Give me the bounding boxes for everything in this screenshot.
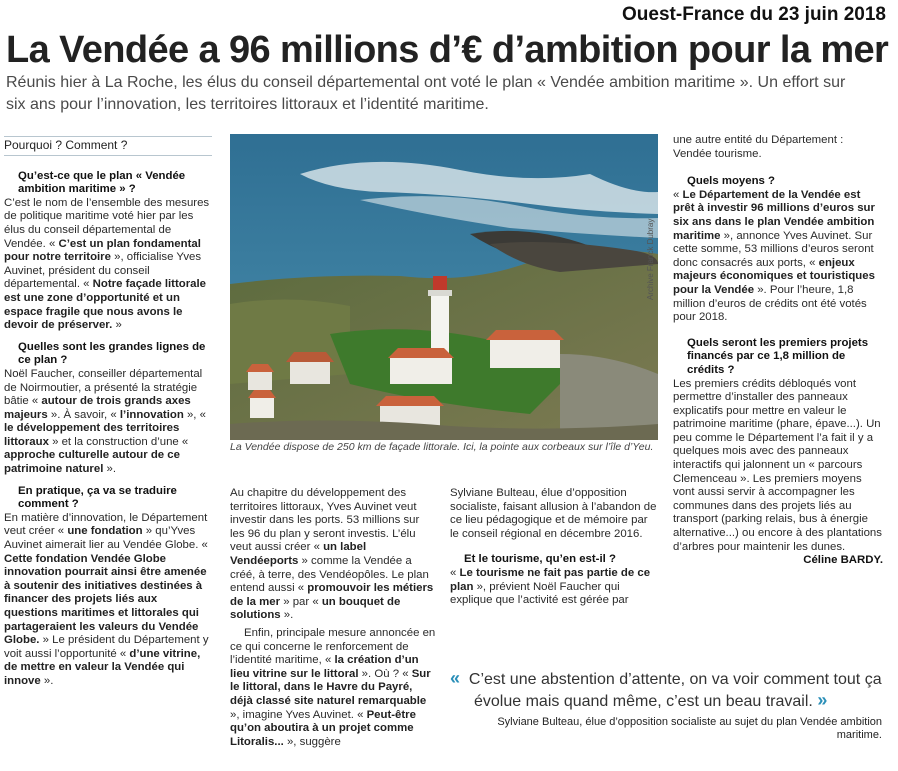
body-paragraph: Enfin, principale mesure annoncée en ce qui concerne le renforcement de l’identité maritime, « la création d’un lieu vitrine sur le littoral ». Où ? « Sur le littoral, dans le Havre du Payré, déjà classé site naturel remarquable », imagine Yves Auvinet. « Peut-être qu’on aboutira à un projet comme Litoralis... », suggère: [230, 626, 436, 748]
question-heading: Qu’est-ce que le plan « Vendée ambition maritime » ?: [18, 169, 186, 196]
question-heading: Et le tourisme, qu’en est-il ?: [464, 553, 616, 566]
quote-author: Sylviane Bulteau, élue d’opposition socialiste au sujet du plan Vendée ambition maritime.: [497, 716, 882, 741]
question-heading: Quels seront les premiers projets financés par ce 1,8 million de crédits ?: [687, 336, 869, 376]
section-rubric: Pourquoi ? Comment ?: [4, 136, 212, 156]
photo-caption: La Vendée dispose de 250 km de façade littorale. Ici, la pointe aux corbeaux sur l’île d’Yeu.: [230, 441, 654, 453]
question-heading: En pratique, ça va se traduire comment ?: [18, 484, 177, 511]
answer-paragraph: Noël Faucher, conseiller départemental de Noirmoutier, a présenté la stratégie bâtie « autour de trois grands axes majeurs ». À savoir, « l’innovation », « le développement des territoires littoraux » et la construction d’une « approche culturelle autour de ce patrimoine naturel ».: [4, 367, 206, 476]
pull-quote: [450, 668, 882, 742]
article-column-2: [230, 487, 436, 749]
photo-credit: Archive Franck Dubray: [646, 218, 655, 300]
author-signature: Céline BARDY.: [803, 554, 883, 567]
article-column-3: [450, 487, 658, 608]
answer-paragraph: « Le tourisme ne fait pas partie de ce plan », prévient Noël Faucher qui explique que l’activité est gérée par: [450, 566, 651, 607]
article-column-1: [4, 136, 212, 689]
body-paragraph: Au chapitre du développement des territoires littoraux, Yves Auvinet veut investir dans les ports. 53 millions sur les 96 du plan y seront investis. L’élu veut aussi créer « un label Vendéeports » comme la Vendée a créé, à terre, des Vendéopôles. Le plan entend aussi « promouvoir les métiers de la mer » par « un bouquet de solutions ».: [230, 487, 434, 622]
close-quote-icon: »: [817, 690, 828, 710]
lighthouse-photo: [230, 134, 658, 440]
article-lead: Réunis hier à La Roche, les élus du conseil départemental ont voté le plan « Vendée ambition maritime ». Un effort sur six ans pour l’innovation, les territoires littoraux et l’identité maritime.: [6, 74, 846, 113]
body-paragraph: Sylviane Bulteau, élue d’opposition socialiste, faisant allusion à l’abandon de ce lieu pédagogique et de mémoire par le conseil régional en décembre 2016.: [450, 487, 657, 540]
question-heading: Quelles sont les grandes lignes de ce plan ?: [18, 340, 206, 367]
body-paragraph: une autre entité du Département : Vendée tourisme.: [673, 134, 844, 160]
answer-paragraph: En matière d’innovation, le Département veut créer « une fondation » qu’Yves Auvinet aimerait lier au Vendée Globe. « Cette fondation Vendée Globe innovation pourrait ainsi être amenée à soutenir des initiatives destinées à financer des projets liés aux questions maritimes et littorales qui partageraient les valeurs du Vendée Globe. » Le président du Département y voit aussi l’opportunité « d’une vitrine, de mettre en valeur la Vendée qui innove ».: [4, 511, 209, 687]
answer-paragraph: « Le Département de la Vendée est prêt à investir 96 millions d’euros sur six ans dans le plan Vendée ambition maritime », annonce Yves Auvinet. Sur cette somme, 53 millions d’euros seront donc consacrés aux ports, « enjeux majeurs économiques et touristiques pour la Vendée ». Pour l’heure, 1,8 million d’euros de crédits ont été votés pour 2018.: [673, 188, 875, 324]
answer-paragraph: C’est le nom de l’ensemble des mesures de politique maritime voté hier par les élus du conseil départemental de Vendée. « C’est un plan fondamental pour notre territoire », officialise Yves Auvinet, président du conseil départemental. « Notre façade littorale est une zone d’opportunité et un espace fragile que nous avons le devoir de préserver. »: [4, 196, 210, 332]
newspaper-source: Ouest-France du 23 juin 2018: [622, 4, 886, 25]
answer-paragraph: Les premiers crédits débloqués vont permettre d’installer des panneaux explicatifs pour mettre en valeur le patrimoine maritime (phare, épave...). Un peu comme le Département l’a fait il y a quelques mois avec des panneaux interactifs qui jalonnent un « parcours Clemenceau ». Les premiers moyens vont aussi servir à accompagner les communes dans des projets liés au transport (parking relais, bus à énergie alternative...) ou encore à des plantations d’arbres pour maintenir les dunes.: [673, 377, 882, 553]
question-heading: Quels moyens ?: [687, 175, 775, 188]
quote-text: « C’est une abstention d’attente, on va voir comment tout ça évolue mais quand même, c’est un beau travail. »: [450, 668, 882, 710]
article-headline: La Vendée a 96 millions d’€ d’ambition pour la mer: [6, 29, 889, 71]
article-column-4: [673, 134, 883, 568]
open-quote-icon: «: [450, 668, 461, 688]
